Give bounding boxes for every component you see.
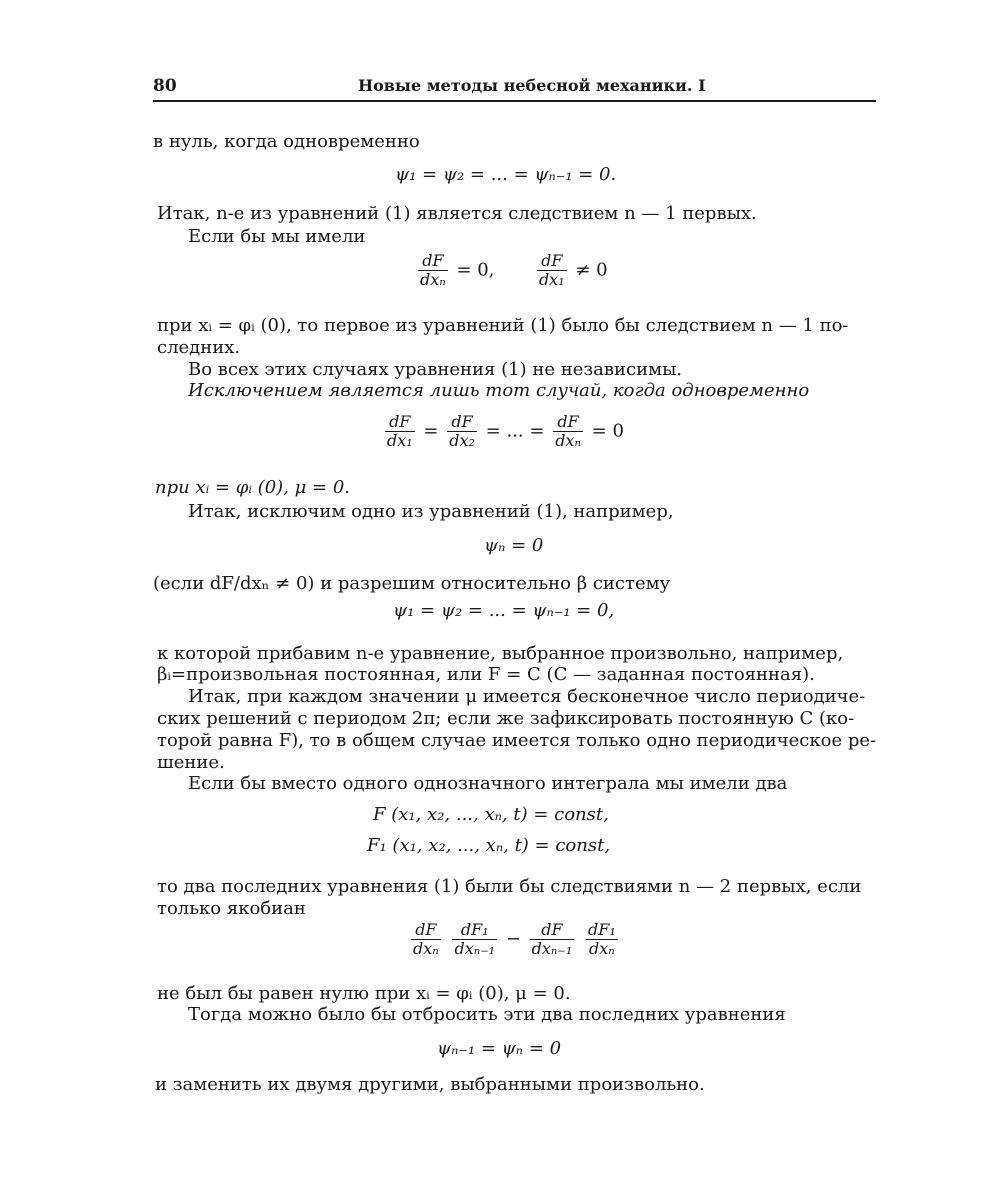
fraction: $\frac{dF}{\text{dx₂}}$ bbox=[449, 412, 475, 450]
page-header bbox=[153, 76, 876, 100]
fraction: $\frac{dF}{\text{dxₙ}}$ bbox=[555, 412, 581, 450]
fraction: $\frac{\text{dF₁}}{\text{dxₙ}}$ bbox=[588, 920, 616, 958]
text-line: Если бы вместо одного однозначного интеграла мы имели два bbox=[188, 773, 788, 794]
equation-jacobian bbox=[408, 921, 621, 958]
relation: = 0, bbox=[456, 259, 495, 281]
text-line: ских решений с периодом 2π; если же зафиксировать постоянную C (ко- bbox=[157, 708, 855, 729]
text-line: торой равна F), то в общем случае имеется только одно периодическое ре- bbox=[157, 730, 877, 751]
relation: ≠ 0 bbox=[575, 259, 608, 281]
equation-psi-last: ψₙ₋₁ = ψₙ = 0 bbox=[437, 1038, 562, 1059]
fraction: $\frac{dF}{\text{dx₁}}$ bbox=[387, 412, 413, 450]
relation: = ... = bbox=[485, 420, 545, 442]
text-line: следних. bbox=[157, 337, 241, 358]
equation-partials-1 bbox=[415, 252, 608, 289]
fraction: $\frac{dF}{\text{dx₁}}$ bbox=[538, 251, 565, 289]
relation: − bbox=[505, 928, 521, 950]
text-line: (если dF/dxₙ ≠ 0) и разрешим относительно β систему bbox=[153, 573, 671, 594]
text-line: Если бы мы имели bbox=[188, 226, 366, 247]
equation-psi-chain: ψ₁ = ψ₂ = ... = ψₙ₋₁ = 0. bbox=[395, 164, 617, 185]
equation-psi-n: ψₙ = 0 bbox=[484, 535, 544, 556]
text-line: Во всех этих случаях уравнения (1) не независимы. bbox=[188, 359, 683, 380]
fraction: $\frac{dF}{\text{dxₙ₋₁}}$ bbox=[531, 920, 573, 958]
equation-partials-2 bbox=[382, 413, 624, 450]
text-line-italic: Исключением является лишь тот случай, когда одновременно bbox=[188, 380, 810, 401]
text-line: шение. bbox=[157, 752, 225, 773]
text-line: при xᵢ = φᵢ (0), то первое из уравнений (1) было бы следствием n — 1 по- bbox=[157, 315, 849, 336]
text-line: только якобиан bbox=[157, 898, 306, 919]
equation-psi-chain-2: ψ₁ = ψ₂ = ... = ψₙ₋₁ = 0, bbox=[393, 600, 615, 621]
fraction: $\frac{dF}{\text{dxₙ}}$ bbox=[420, 251, 446, 289]
text-line: Тогда можно было бы отбросить эти два последних уравнения bbox=[188, 1004, 786, 1025]
text-line-italic: при xᵢ = φᵢ (0), μ = 0. bbox=[155, 477, 351, 498]
text-line: то два последних уравнения (1) были бы следствиями n — 2 первых, если bbox=[157, 876, 862, 897]
text-line: Итак, при каждом значении μ имеется бесконечное число периодиче- bbox=[188, 686, 866, 707]
page-number: 80 bbox=[153, 76, 177, 96]
relation: = bbox=[423, 420, 439, 442]
text-line: Итак, n-е из уравнений (1) является следствием n — 1 первых. bbox=[157, 203, 757, 224]
text-line: не был бы равен нулю при xᵢ = φᵢ (0), μ = 0. bbox=[157, 983, 571, 1004]
fraction: $\frac{dF}{\text{dxₙ}}$ bbox=[413, 920, 439, 958]
text-line: Итак, исключим одно из уравнений (1), например, bbox=[188, 501, 674, 522]
relation: = 0 bbox=[591, 420, 624, 442]
equation-integral-f: F (x₁, x₂, ..., xₙ, t) = const, bbox=[373, 804, 609, 825]
text-line: и заменить их двумя другими, выбранными произвольно. bbox=[155, 1074, 705, 1095]
equation-integral-f1: F₁ (x₁, x₂, ..., xₙ, t) = const, bbox=[367, 835, 611, 856]
text-line: в нуль, когда одновременно bbox=[153, 131, 420, 152]
running-title: Новые методы небесной механики. I bbox=[358, 76, 706, 95]
text-line: βᵢ=произвольная постоянная, или F = C (C — заданная постоянная). bbox=[157, 664, 815, 685]
header-rule bbox=[153, 100, 876, 102]
text-line: к которой прибавим n-е уравнение, выбранное произвольно, например, bbox=[157, 643, 844, 664]
fraction: $\frac{\text{dF₁}}{\text{dxₙ₋₁}}$ bbox=[454, 920, 496, 958]
